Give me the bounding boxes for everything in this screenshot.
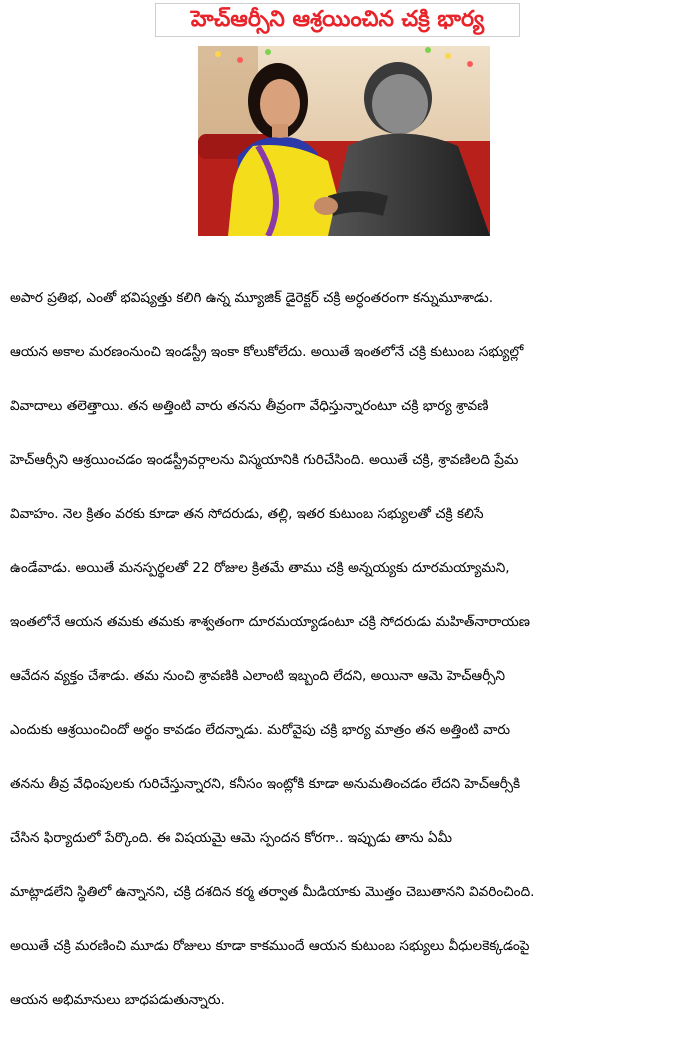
article-line: తనను తీవ్ర వేధింపులకు గురిచేస్తున్నారని, కనీసం ఇంట్లోకి కూడా అనుమతించడం లేదని హెచ్‌ఆర్సీకి [10,776,521,792]
article-line: వివాదాలు తలెత్తాయి. తన అత్తింటి వారు తనను తీవ్రంగా వేధిస్తున్నారంటూ చక్రి భార్య శ్రావణి [10,398,489,414]
couple-photo-icon [198,46,490,236]
couple-photo [198,46,490,236]
article-line: ఉండేవాడు. అయితే మనస్పర్థలతో 22 రోజుల క్రితమే తాము చక్రి అన్నయ్యకు దూరమయ్యామని, [10,560,510,576]
article-line: హెచ్‌ఆర్సీని ఆశ్రయించడం ఇండస్ట్రీవర్గాలను విస్మయానికి గురిచేసింది. అయితే చక్రి, శ్రావణిలది ప్రేమ [10,452,519,468]
article-line: ఆయన అకాల మరణంనుంచి ఇండస్ట్రీ ఇంకా కోలుకోలేదు. అయితే ఇంతలోనే చక్రి కుటుంబ సభ్యుల్లో [10,344,524,360]
article-line: చేసిన ఫిర్యాదులో పేర్కొంది. ఈ విషయమై ఆమె స్పందన కోరగా.. ఇప్పుడు తాను ఏమీ [10,830,452,846]
article-line: అయితే చక్రి మరణించి మూడు రోజులు కూడా కాకముందే ఆయన కుటుంబ సభ్యులు వీధులకెక్కడంపై [10,938,530,954]
article-line: ఎందుకు ఆశ్రయించిందో అర్థం కావడం లేదన్నాడు. మరోవైపు చక్రి భార్య మాత్రం తన అత్తింటి వారు [10,722,511,738]
article-line: ఆవేదన వ్యక్తం చేశాడు. తమ నుంచి శ్రావణికి ఎలాంటి ఇబ్బంది లేదని, అయినా ఆమె హెచ్‌ఆర్సీని [10,668,506,684]
article-line: ఇంతలోనే ఆయన తమకు తమకు శాశ్వతంగా దూరమయ్యాడంటూ చక్రి సోదరుడు మహిత్‌నారాయణ [10,614,531,630]
article-line: మాట్లాడలేని స్థితిలో ఉన్నానని, చక్రి దశదిన కర్మ తర్వాత మీడియాకు మొత్తం చెబుతానని వివరించింది. [10,884,535,900]
article-line: వివాహం. నెల క్రితం వరకు కూడా తన సోదరుడు, తల్లి, ఇతర కుటుంబ సభ్యులతో చక్రి కలిసే [10,506,484,522]
article-line: ఆయన అభిమానులు బాధపడుతున్నారు. [10,992,225,1008]
headline: హెచ్‌ఆర్సీని ఆశ్రయించిన చక్రి భార్య [155,3,520,37]
article-body [10,258,670,1041]
article-line: అపార ప్రతిభ, ఎంతో భవిష్యత్తు కలిగి ఉన్న మ్యూజిక్ డైరెక్టర్ చక్రి అర్ధంతరంగా కన్నుమూశాడు. [10,290,494,306]
